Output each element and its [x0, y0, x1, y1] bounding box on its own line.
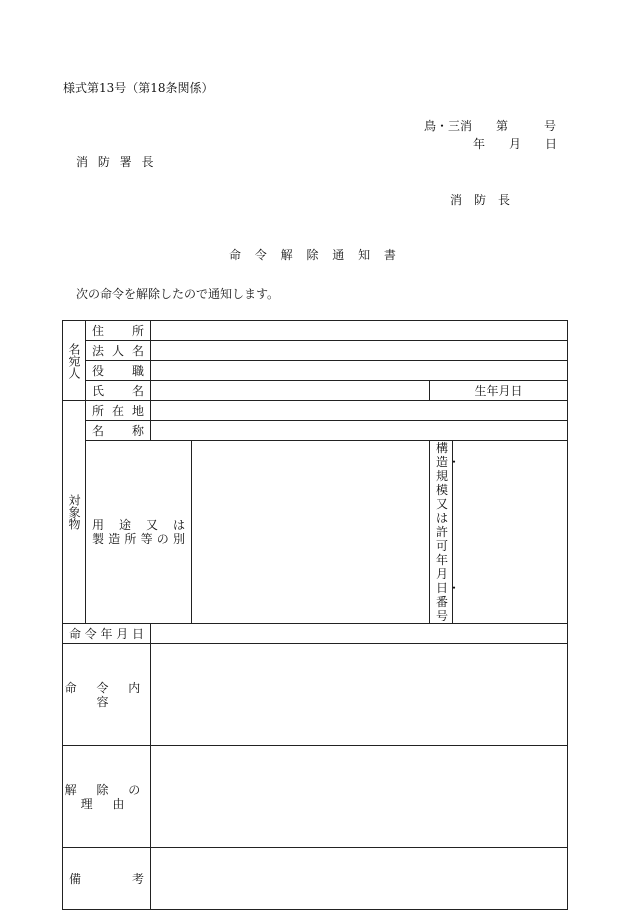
- object-group-label: 対象物: [63, 401, 86, 624]
- reason-field[interactable]: [151, 746, 568, 848]
- reason-label: 解 除 の 理 由: [63, 746, 151, 848]
- remarks-field[interactable]: [151, 848, 568, 910]
- use-label: 用 途 又 は 製 造 所 等 の 別: [86, 441, 192, 624]
- form-number: 様式第13号（第18条関係）: [63, 81, 214, 95]
- notice-form-table: [62, 320, 568, 910]
- corporation-label: 法 人 名: [86, 341, 151, 361]
- address-field[interactable]: [151, 321, 568, 341]
- reason-row: [63, 746, 568, 848]
- order-content-row: [63, 644, 568, 746]
- address-label: 住 所: [86, 321, 151, 341]
- order-date-row: [63, 624, 568, 644]
- location-label: 所 在 地: [86, 401, 151, 421]
- name-row: [63, 381, 568, 401]
- position-label: 役 職: [86, 361, 151, 381]
- issue-date: 年 月 日: [473, 137, 558, 151]
- remarks-row: [63, 848, 568, 910]
- corporation-row: [63, 341, 568, 361]
- name-field[interactable]: [151, 381, 430, 401]
- order-date-field[interactable]: [151, 624, 568, 644]
- addressee: 消 防 署 長: [76, 155, 157, 169]
- title-field[interactable]: [151, 421, 568, 441]
- address-row: [63, 321, 568, 341]
- order-content-field[interactable]: [151, 644, 568, 746]
- reference-number: 鳥・三消 第 号: [424, 119, 557, 133]
- corporation-field[interactable]: [151, 341, 568, 361]
- document-title: 命 令 解 除 通 知 書: [229, 248, 401, 262]
- structure-field[interactable]: [453, 441, 568, 624]
- remarks-label: 備 考: [63, 848, 151, 910]
- intro-text: 次の命令を解除したので通知します。: [76, 287, 280, 301]
- position-row: [63, 361, 568, 381]
- title-label: 名 称: [86, 421, 151, 441]
- birthdate-label: 生年月日: [430, 381, 568, 401]
- position-field[interactable]: [151, 361, 568, 381]
- recipient-group-label: 名宛人: [63, 321, 86, 401]
- structure-label: 構造・規模又は 許可年月日・番号: [430, 441, 453, 624]
- location-field[interactable]: [151, 401, 568, 421]
- use-field[interactable]: [192, 441, 430, 624]
- use-row: [63, 441, 568, 624]
- name-label: 氏 名: [86, 381, 151, 401]
- sender: 消 防 長: [450, 193, 511, 207]
- order-content-label: 命 令 内 容: [63, 644, 151, 746]
- location-row: [63, 401, 568, 421]
- order-date-label: 命 令 年 月 日: [63, 624, 151, 644]
- title-row: [63, 421, 568, 441]
